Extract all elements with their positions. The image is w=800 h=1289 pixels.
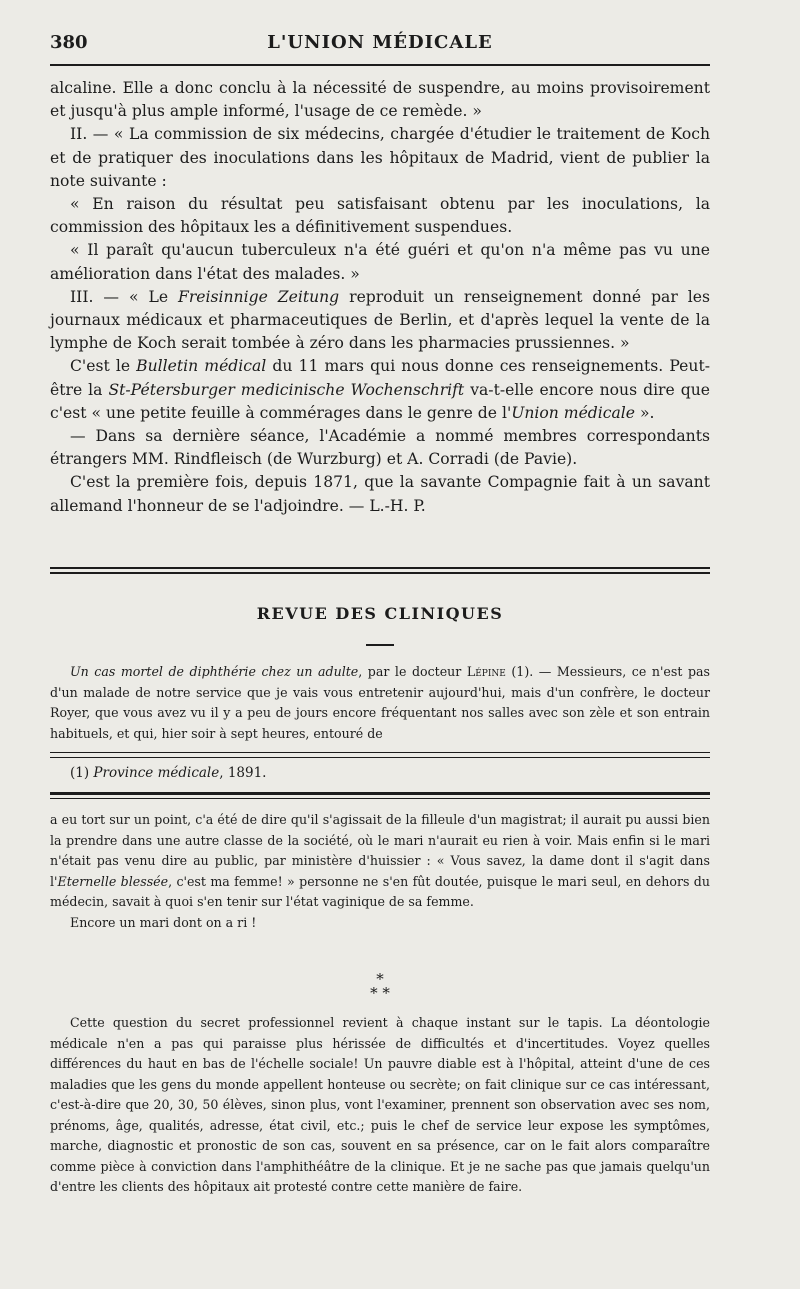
paragraph [50, 286, 710, 356]
text-run: alcaline. Elle a donc conclu à la nécessité de suspendre, au moins provisoirement et jusqu'à plus ample informé, l'usage de ce remède. » [50, 79, 710, 121]
text-run: « En raison du résultat peu satisfaisant obtenu par les inoculations, la commission des hôpitaux les a définitivement suspendues. [50, 195, 710, 237]
section-double-rule [50, 572, 710, 574]
footnote-rule [50, 752, 710, 753]
text-run: du 11 mars qui nous donne ces renseignements. Peut-être la [50, 357, 710, 399]
paragraph [50, 239, 710, 285]
paragraph [50, 810, 710, 913]
text-run: — Dans sa dernière séance, l'Académie a nommé membres correspondants étrangers MM. Rindfleisch (de Wurzburg) et A. Corradi (de Pavie). [50, 427, 710, 469]
paragraph [50, 77, 710, 123]
text-run: a eu tort sur un point, c'a été de dire qu'il s'agissait de la filleule d'un magistrat; il aurait pu aussi bien la prendre dans une autre classe de la société, où le mari n'aurait eu rien à voir. Mais enfin si le mari n'était pas venu dire au public, par ministère d'huissier : « Vous savez, la dame dont il s'agit dans l' [50, 812, 710, 889]
header-rule [50, 64, 710, 66]
italic-text: Freisinnige Zeitung [178, 287, 340, 306]
paragraph [50, 193, 710, 239]
italic-text: Eternelle blessée [57, 873, 169, 889]
italic-text: Un cas mortel de diphthérie chez un adulte [70, 664, 359, 679]
italic-text: St-Pétersburger medicinische Wochenschrift [108, 380, 465, 399]
journal-title: L'UNION MÉDICALE [267, 32, 493, 53]
text-run: Lépine [466, 664, 506, 679]
text-run: Cette question du secret professionnel revient à chaque instant sur le tapis. La déontologie médicale n'en a pas qui paraisse plus hérissée de difficultés et d'incertitudes. Voyez quelles différences du haut en bas de l'échelle sociale! Un pauvre diable est à l'hôpital, atteint d'une de ces maladies que les gens du monde appellent honteuse ou secrète; on fait clinique sur ce cas intéressant, c'est-à-dire que 20, 30, 50 élèves, sinon plus, vont l'examiner, prennent son observation avec ses nom, prénoms, âge, qualités, adresse, état civil, etc.; puis le chef de service leur expose les symptômes, marche, diagnostic et pronostic de son cas, souvent en sa présence, car on le fait alors comparaître comme pièce à conviction dans l'amphithéâtre de la clinique. Et je ne sache pas que jamais quelqu'un d'entre les clients des hôpitaux ait protesté contre cette manière de faire. [50, 1015, 710, 1194]
italic-text: Union médicale [511, 403, 636, 422]
feuilleton-rule [50, 798, 710, 799]
paragraph [50, 662, 710, 744]
paragraph [50, 471, 710, 517]
feuilleton-rule [50, 792, 710, 795]
text-run: C'est la première fois, depuis 1871, que la savante Compagnie fait à un savant allemand l'honneur de se l'adjoindre. — L.-H. P. [50, 473, 710, 515]
feuilleton-text-2 [50, 1013, 710, 1198]
text-run: III. — « Le [70, 287, 179, 306]
paragraph [50, 1013, 710, 1198]
paragraph [50, 913, 710, 934]
paragraph [50, 425, 710, 471]
section-stars [50, 972, 710, 1000]
clinic-lead [50, 662, 710, 744]
text-run: va-t-elle encore nous dire que c'est « une petite feuille à commérages dans le genre de l' [50, 380, 710, 422]
italic-text: Province médicale [93, 765, 220, 781]
paragraph [50, 123, 710, 193]
italic-text: Bulletin médical [136, 357, 267, 376]
text-run: , c'est ma femme! » personne ne s'en fût doutée, puisque le mari seul, en dehors du médecin, savait à quoi s'en tenir sur l'état vaginique de sa femme. [50, 873, 710, 909]
page-number: 380 [50, 32, 88, 53]
section-title: REVUE DES CLINIQUES [256, 604, 504, 623]
page-header [50, 26, 710, 60]
title-underline [366, 644, 394, 646]
text-run: , par le docteur [358, 664, 467, 679]
section-double-rule [50, 567, 710, 569]
text-run: (1). — Messieurs, ce n'est pas d'un malade de notre service que je vais vous entretenir aujourd'hui, mais d'un confrère, le docteur Royer, que vous avez vu il y a peu de jours encore fréquentant nos salles avec son zèle et son entrain habituels, et qui, hier soir à sept heures, entouré de [50, 664, 710, 741]
star-line: * [376, 970, 384, 988]
footnote [70, 765, 266, 781]
text-run: C'est le [70, 357, 137, 376]
star-line: * * [370, 984, 390, 1002]
text-run: reproduit un renseignement donné par les journaux médicaux et pharmaceutiques de Berlin, et d'après lequel la vente de la lymphe de Koch serait tombée à zéro dans les pharmacies prussiennes. » [50, 287, 710, 353]
text-run: « Il paraît qu'aucun tuberculeux n'a été guéri et qu'on n'a même pas vu une amélioration dans l'état des malades. » [50, 241, 710, 283]
text-run: Encore un mari dont on a ri ! [70, 914, 257, 930]
paragraph [50, 355, 710, 425]
text-run: (1) [70, 765, 94, 781]
text-run: II. — « La commission de six médecins, chargée d'étudier le traitement de Koch et de pratiquer des inoculations dans les hôpitaux de Madrid, vient de publier la note suivante : [50, 125, 710, 190]
feuilleton-text [50, 810, 710, 933]
top-article [50, 77, 710, 518]
footnote-rule [50, 757, 710, 758]
text-run: ». [635, 403, 655, 422]
text-run: , 1891. [219, 765, 267, 781]
